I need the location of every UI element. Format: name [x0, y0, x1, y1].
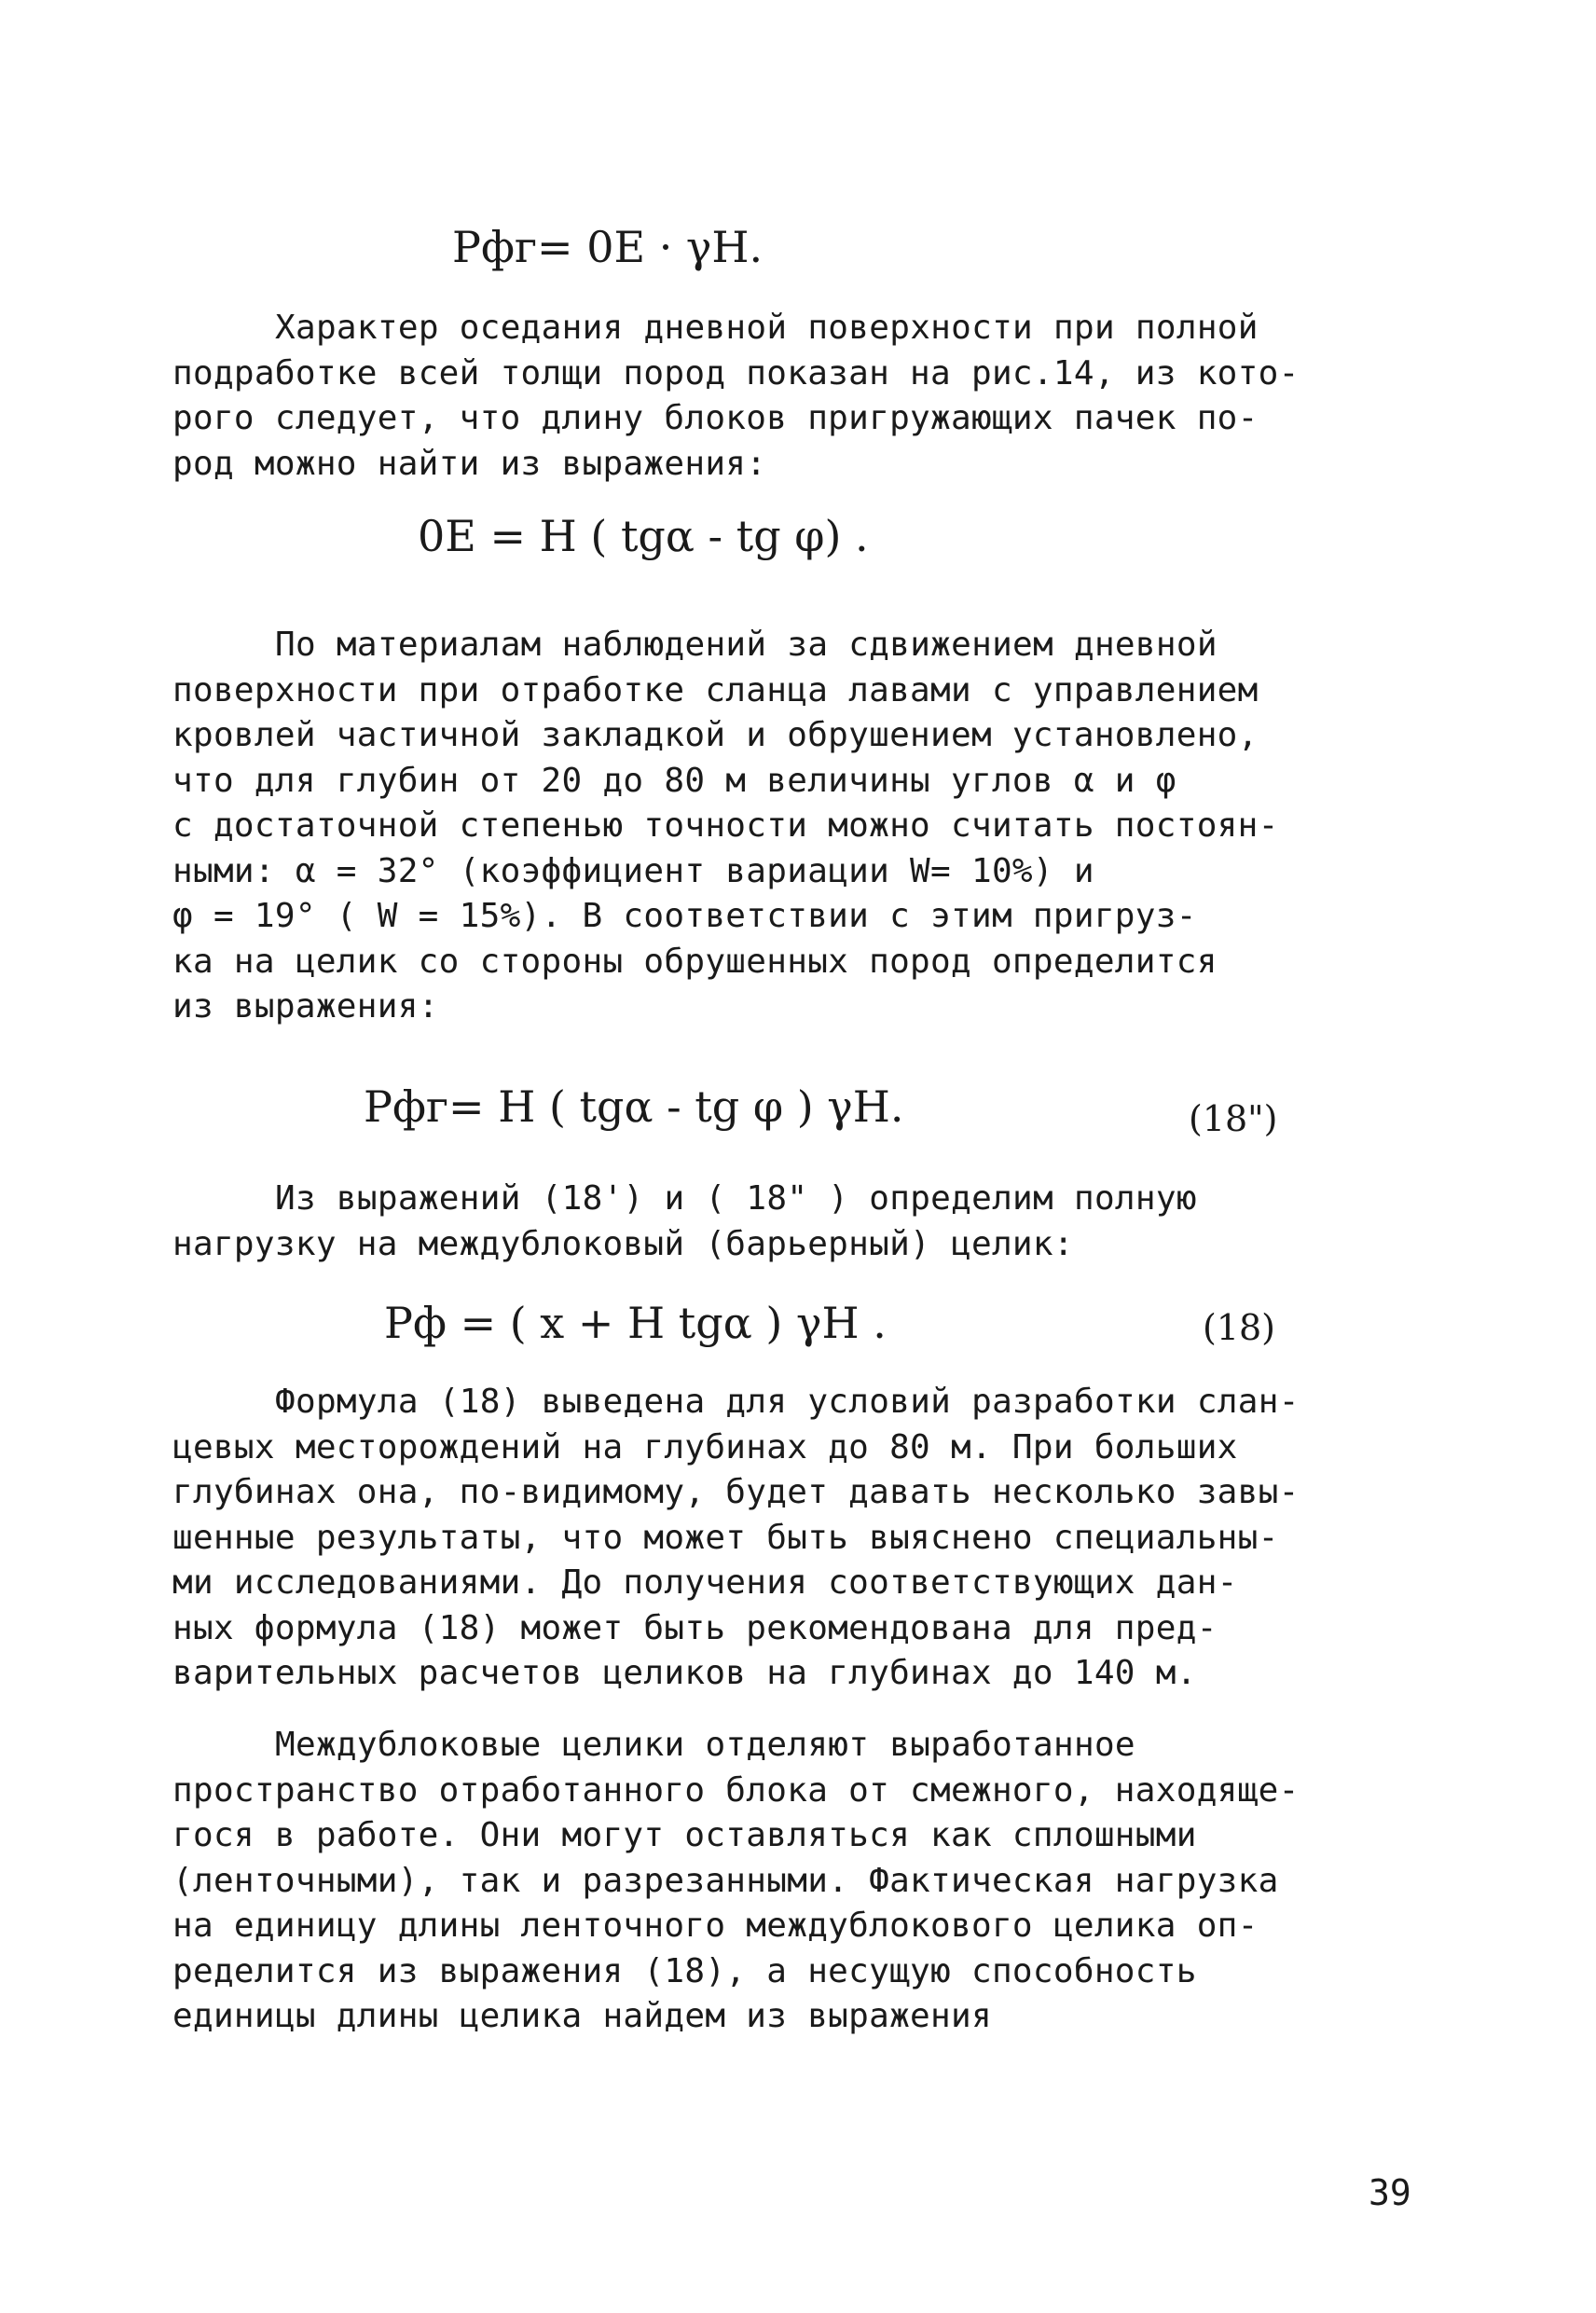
- text-line: нагрузку на междублоковый (барьерный) целик:: [172, 1224, 1074, 1263]
- text-line: цевых месторождений на глубинах до 80 м. При больших: [172, 1427, 1238, 1466]
- text-line: из выражения:: [172, 987, 439, 1026]
- text-line: (ленточными), так и разрезанными. Фактическая нагрузка: [172, 1861, 1279, 1900]
- paragraph-observations: [172, 623, 1459, 1030]
- text-line: поверхности при отработке сланца лавами с управлением: [172, 670, 1259, 709]
- text-line: шенные результаты, что может быть выяснено специальны-: [172, 1518, 1279, 1557]
- paragraph-formula-applicability: [172, 1380, 1459, 1697]
- text-line: ми исследованиями. До получения соответствующих дан-: [172, 1563, 1238, 1602]
- text-line: подработке всей толщи пород показан на рис.14, из кото-: [172, 353, 1300, 392]
- formula-18: Pф = ( x + H tgα ) γH .: [384, 1298, 887, 1348]
- text-line: единицы длины целика найдем из выражения: [172, 1997, 992, 2035]
- text-line: φ = 19° ( W = 15%). В соответствии с этим пригруз-: [172, 897, 1197, 935]
- text-line: ными: α = 32° (коэффициент вариации W= 10%) и: [172, 851, 1094, 890]
- text-line: ных формула (18) может быть рекомендована для пред-: [172, 1608, 1218, 1647]
- text-line: глубинах она, по-видимому, будет давать несколько завы-: [172, 1473, 1300, 1511]
- text-line: пространство отработанного блока от смежного, находяще-: [172, 1770, 1300, 1810]
- formula-oe: 0E = H ( tgα - tg φ) .: [418, 511, 869, 561]
- text-line: что для глубин от 20 до 80 м величины углов α и φ: [172, 761, 1176, 800]
- text-line: на единицу длины ленточного междублокового целика оп-: [172, 1907, 1259, 1945]
- paragraph-interblock-pillars: [172, 1723, 1459, 2040]
- text-line: Формула (18) выведена для условий разработки слан-: [275, 1383, 1300, 1421]
- text-line: рого следует, что длину блоков пригружающих пачек по-: [172, 399, 1259, 437]
- equation-number-18: (18): [1203, 1307, 1276, 1348]
- text-line: Междублоковые целики отделяют выработанное: [275, 1726, 1135, 1764]
- text-line: кровлей частичной закладкой и обрушением установлено,: [172, 716, 1259, 754]
- formula-pressure-fg: Pфг= 0E · γH.: [452, 222, 764, 272]
- text-line: с достаточной степенью точности можно считать постоян-: [172, 806, 1279, 845]
- text-line: Характер оседания дневной поверхности при полной: [275, 309, 1259, 347]
- text-line: род можно найти из выражения:: [172, 444, 767, 483]
- paragraph-full-load: [172, 1177, 1459, 1267]
- text-line: гося в работе. Они могут оставляться как сплошными: [172, 1816, 1197, 1854]
- page-number: 39: [1369, 2172, 1411, 2213]
- text-line: ка на целик со стороны обрушенных пород определится: [172, 942, 1218, 981]
- text-line: варительных расчетов целиков на глубинах до 140 м.: [172, 1654, 1197, 1692]
- equation-number-18-double-prime: (18"): [1189, 1098, 1278, 1139]
- text-line: По материалам наблюдений за сдвижением дневной: [275, 626, 1218, 664]
- paragraph-subsidence: [172, 306, 1459, 487]
- text-line: ределится из выражения (18), а несущую способность: [172, 1951, 1197, 1990]
- text-line: Из выражений (18') и ( 18" ) определим полную: [275, 1179, 1197, 1218]
- formula-18-double-prime: Pфг= H ( tgα - tg φ ) γH.: [364, 1081, 904, 1132]
